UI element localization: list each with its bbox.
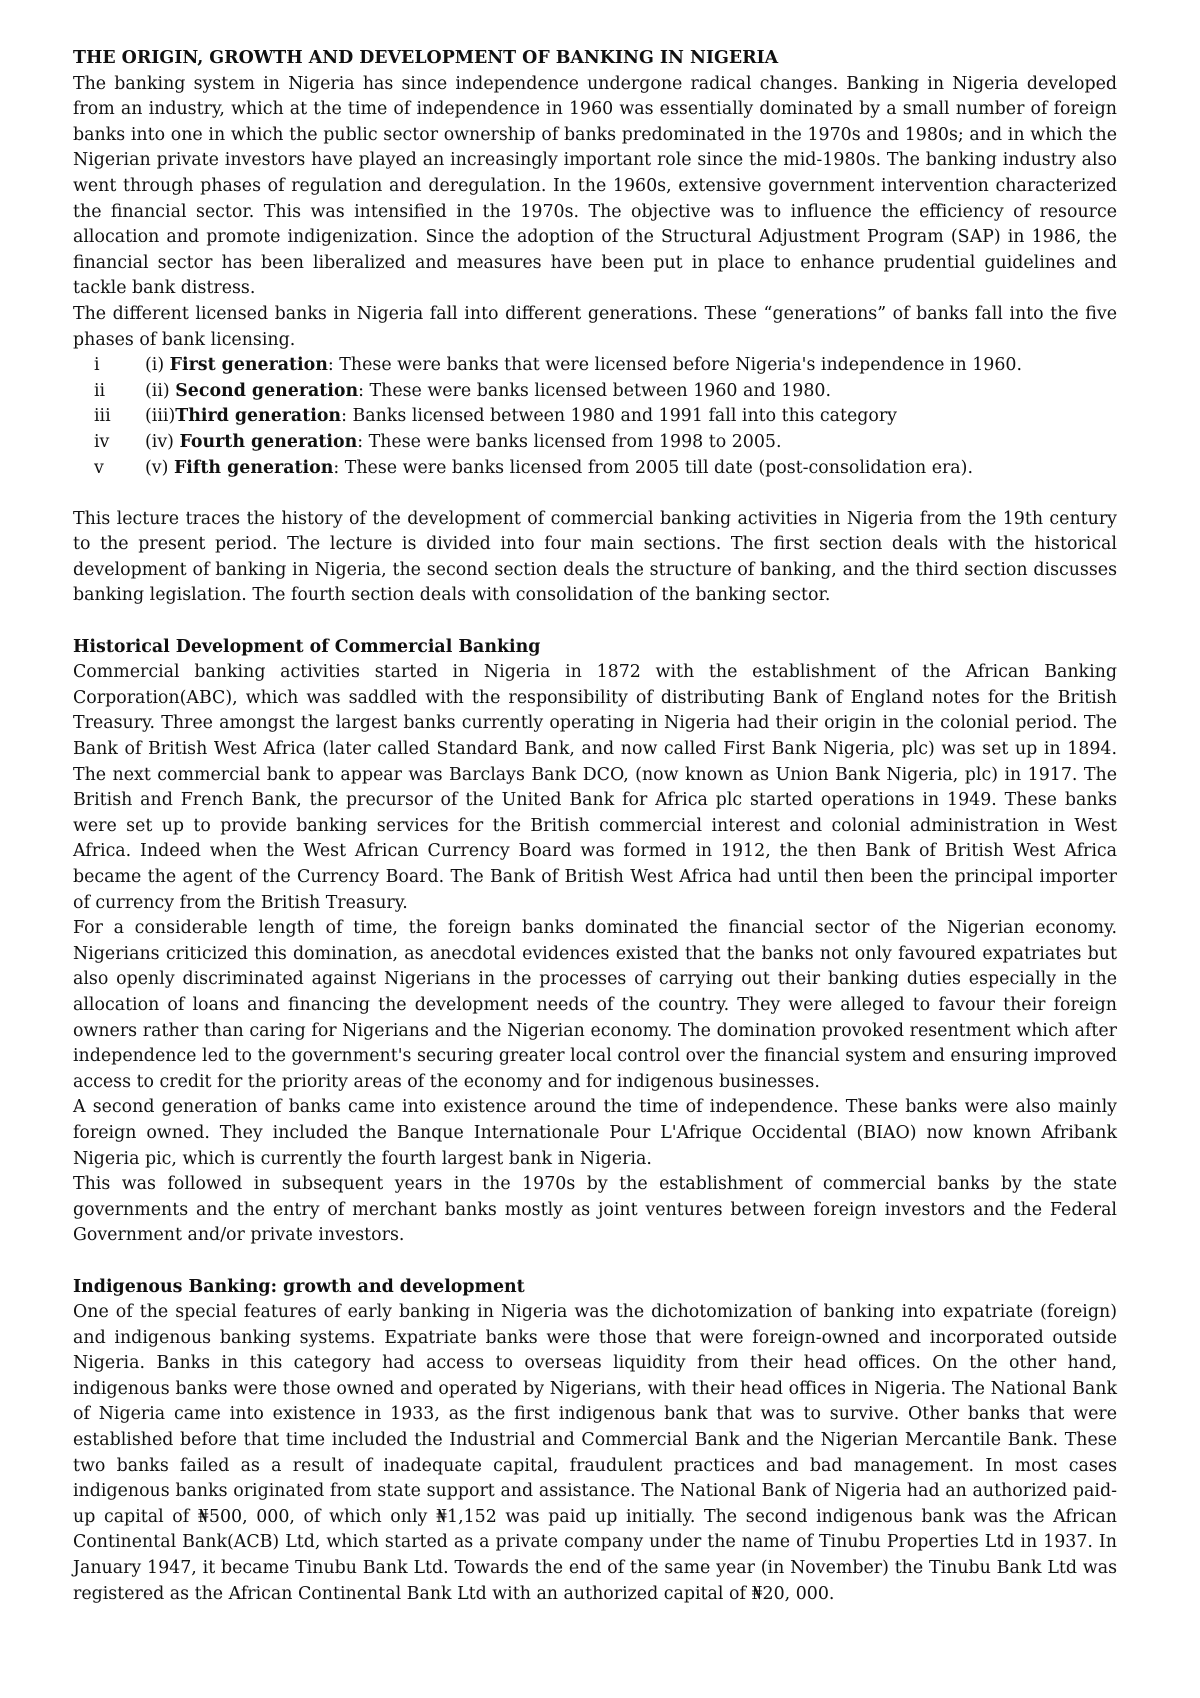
spacer [73, 1249, 1117, 1275]
spacer [73, 609, 1117, 635]
list-item-text: (i) First generation: These were banks that were licensed before Nigeria's independence in 1960. [145, 355, 1022, 376]
generations-list [73, 353, 1117, 481]
list-item [73, 353, 1117, 379]
list-item-text: (iii)Third generation: Banks licensed between 1980 and 1991 fall into this category [145, 406, 897, 427]
section-heading-indigenous: Indigenous Banking: growth and development [73, 1276, 525, 1297]
lecture-paragraph: This lecture traces the history of the development of commercial banking activities in Nigeria from the 19th century to the present period. The lecture is divided into four main sections. The first section deals with the historical development of banking in Nigeria, the second section deals the structure of banking, and the third section discusses banking legislation. The fourth section deals with consolidation of the banking sector. [73, 508, 1117, 606]
document-page [73, 46, 1117, 1607]
list-item-text: (ii) Second generation: These were banks licensed between 1960 and 1980. [145, 380, 832, 401]
section-heading-historical: Historical Development of Commercial Banking [73, 636, 541, 657]
historical-paragraph: For a considerable length of time, the foreign banks dominated the financial sector of the Nigerian economy. Nigerians criticized this domination, as anecdotal evidences existed that the banks not only favoured expatriates but also openly discriminated against Nigerians in the processes of carrying out their banking duties especially in the allocation of loans and financing the development needs of the country. They were alleged to favour their foreign owners rather than caring for Nigerians and the Nigerian economy. The domination provoked resentment which after independence led to the government's securing greater local control over the financial system and ensuring improved access to credit for the priority areas of the economy and for indigenous businesses. [73, 918, 1117, 1092]
generation-term: Fourth generation [179, 431, 358, 452]
generation-term: First generation [169, 355, 328, 376]
list-number: iii [94, 406, 111, 427]
document-title: THE ORIGIN, GROWTH AND DEVELOPMENT OF BANKING IN NIGERIA [73, 48, 779, 68]
generation-term: Third generation [175, 406, 342, 427]
historical-paragraph: Commercial banking activities started in Nigeria in 1872 with the establishment of the African Banking Corporation(ABC), which was saddled with the responsibility of distributing Bank of England notes for the British Treasury. Three amongst the largest banks currently operating in Nigeria had their origin in the colonial period. The Bank of British West Africa (later called Standard Bank, and now called First Bank Nigeria, plc) was set up in 1894. The next commercial bank to appear was Barclays Bank DCO, (now known as Union Bank Nigeria, plc) in 1917. The British and French Bank, the precursor of the United Bank for Africa plc started operations in 1949. These banks were set up to provide banking services for the British commercial interest and colonial administration in West Africa. Indeed when the West African Currency Board was formed in 1912, the then Bank of British West Africa became the agent of the Currency Board. The Bank of British West Africa had until then been the principal importer of currency from the British Treasury. [73, 662, 1117, 913]
list-item [73, 456, 1117, 482]
indigenous-paragraph: One of the special features of early banking in Nigeria was the dichotomization of banking into expatriate (foreign) and indigenous banking systems. Expatriate banks were those that were foreign-owned and incorporated outside Nigeria. Banks in this category had access to overseas liquidity from their head offices. On the other hand, indigenous banks were those owned and operated by Nigerians, with their head offices in Nigeria. The National Bank of Nigeria came into existence in 1933, as the first indigenous bank that was to survive. Other banks that were established before that time included the Industrial and Commercial Bank and the Nigerian Mercantile Bank. These two banks failed as a result of inadequate capital, fraudulent practices and bad management. In most cases indigenous banks originated from state support and assistance. The National Bank of Nigeria had an authorized paid-up capital of ₦500, 000, of which only ₦1,152 was paid up initially. The second indigenous bank was the African Continental Bank(ACB) Ltd, which started as a private company under the name of Tinubu Properties Ltd in 1937. In January 1947, it became Tinubu Bank Ltd. Towards the end of the same year (in November) the Tinubu Bank Ltd was registered as the African Continental Bank Ltd with an authorized capital of ₦20, 000. [73, 1302, 1117, 1604]
intro-paragraph: The banking system in Nigeria has since independence undergone radical changes. Banking in Nigeria developed from an industry, which at the time of independence in 1960 was essentially dominated by a small number of foreign banks into one in which the public sector ownership of banks predominated in the 1970s and 1980s; and in which the Nigerian private investors have played an increasingly important role since the mid-1980s. The banking industry also went through phases of regulation and deregulation. In the 1960s, extensive government intervention characterized the financial sector. This was intensified in the 1970s. The objective was to influence the efficiency of resource allocation and promote indigenization. Since the adoption of the Structural Adjustment Program (SAP) in 1986, the financial sector has been liberalized and measures have been put in place to enhance prudential guidelines and tackle bank distress. [73, 73, 1117, 299]
generation-term: Second generation [175, 380, 359, 401]
historical-paragraph: This was followed in subsequent years in the 1970s by the establishment of commercial banks by the state governments and the entry of merchant banks mostly as joint ventures between foreign investors and the Federal Government and/or private investors. [73, 1174, 1117, 1246]
list-number: i [94, 355, 100, 376]
historical-paragraph: A second generation of banks came into existence around the time of independence. These banks were also mainly foreign owned. They included the Banque Internationale Pour L'Afrique Occidental (BIAO) now known Afribank Nigeria pic, which is currently the fourth largest bank in Nigeria. [73, 1097, 1117, 1169]
list-number: v [94, 457, 104, 478]
generations-intro: The different licensed banks in Nigeria fall into different generations. These “generations” of banks fall into the five phases of bank licensing. [73, 303, 1117, 350]
list-item-text: (v) Fifth generation: These were banks licensed from 2005 till date (post-consolidation era). [145, 457, 973, 478]
spacer [73, 481, 1117, 507]
list-item [73, 430, 1117, 456]
generation-term: Fifth generation [173, 457, 334, 478]
list-item [73, 404, 1117, 430]
list-number: ii [94, 380, 106, 401]
list-number: iv [94, 431, 110, 452]
list-item-text: (iv) Fourth generation: These were banks licensed from 1998 to 2005. [145, 431, 782, 452]
list-item [73, 379, 1117, 405]
